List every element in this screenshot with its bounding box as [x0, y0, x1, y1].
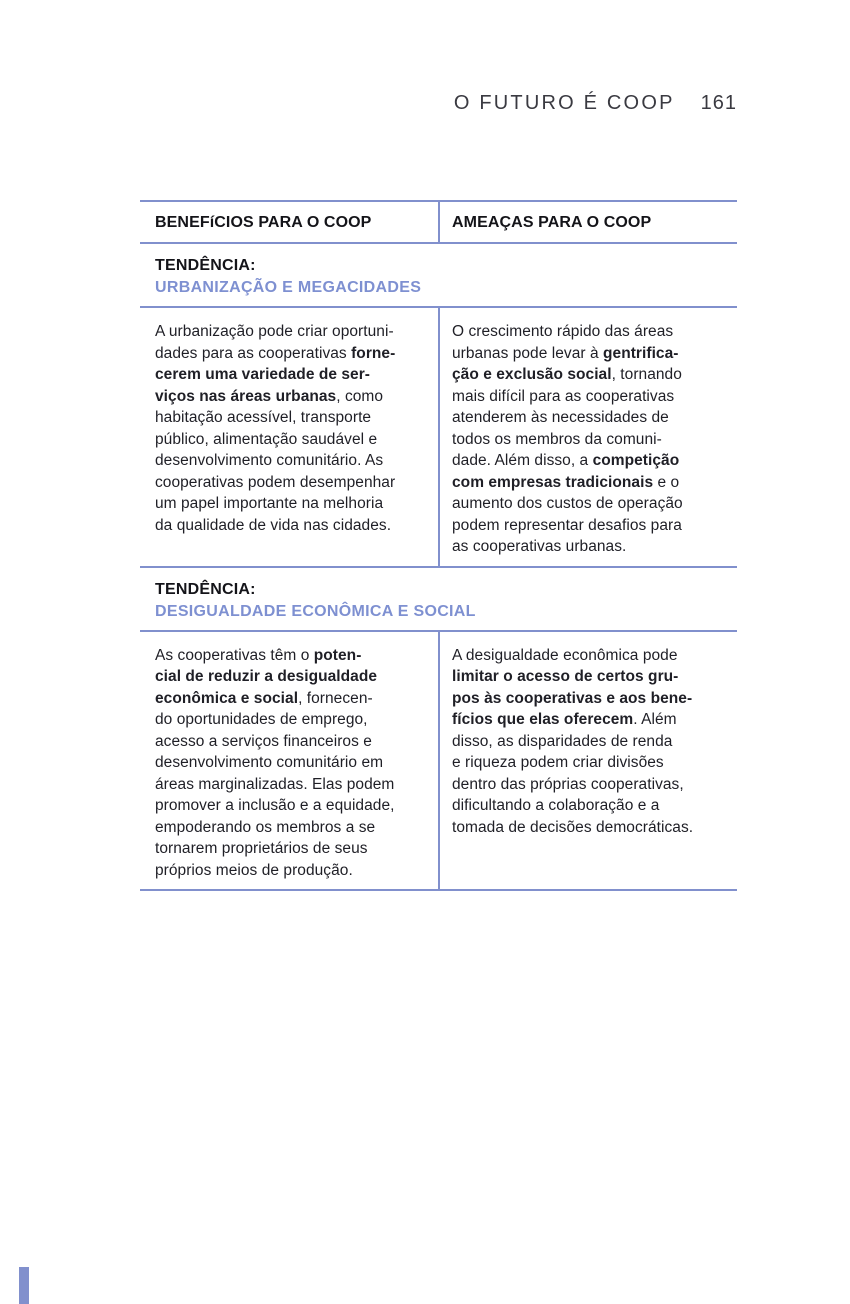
trend-label: TENDÊNCIA:: [155, 257, 256, 274]
page-number: 161: [700, 92, 737, 114]
cell-benefits-inequality: [140, 632, 440, 890]
trend-band-inequality: [140, 568, 737, 630]
header-cell-threats: [440, 202, 737, 242]
threats-text-urbanization: O crescimento rápido das áreas urbanas pode levar à gentrifica- ção e exclusão social, tornando mais difícil para as cooperativas atenderem às necessidades de todos os membros da comuni- dade. Além disso, a competição com empresas tradicionais e o aumento dos custos de operação podem representar desafios para as cooperativas urbanas.: [452, 323, 683, 555]
header-cell-benefits: [140, 202, 440, 242]
running-header: [454, 92, 737, 115]
threats-text-inequality: A desigualdade econômica pode limitar o acesso de certos gru- pos às cooperativas e aos bene- fícios que elas oferecem. Além disso, as disparidades de renda e riqueza podem criar divisões dentro das próprias cooperativas, dificultando a colaboração e a tomada de decisões democráticas.: [452, 646, 694, 836]
trend-label: TENDÊNCIA:: [155, 580, 256, 598]
trend-band-urbanization: [140, 244, 737, 306]
column-header-benefits: BENEFíCIOS PARA O COOP: [155, 214, 372, 231]
table-header-row: [140, 202, 737, 242]
table-row-urbanization: [140, 308, 737, 566]
cell-threats-urbanization: [440, 308, 737, 566]
table-row-inequality: [140, 632, 737, 890]
benefits-text-urbanization: A urbanização pode criar oportuni- dades para as cooperativas forne- cerem uma variedade de ser- viços nas áreas urbanas, como habitação acessível, transporte público, alimentação saudável e desenvolvimento comunitário. As cooperativas podem desempenhar um papel importante na melhoria da qualidade de vida nas cidades.: [155, 323, 396, 534]
cell-threats-inequality: [440, 632, 737, 890]
benefits-text-inequality: As cooperativas têm o poten- cial de reduzir a desigualdade econômica e social, fornecen- do oportunidades de emprego, acesso a serviços financeiros e desenvolvimento comunitário em áreas marginalizadas. Elas podem promover a inclusão e a equidade, empoderando os membros a se tornarem proprietários de seus próprios meios de produção.: [155, 646, 395, 879]
trend-title-inequality: DESIGUALDADE ECONÔMICA E SOCIAL: [155, 602, 476, 620]
trend-title-urbanization: URBANIZAÇÃO E MEGACIDADES: [155, 279, 422, 296]
table-rule-bottom: [140, 889, 737, 891]
cell-benefits-urbanization: [140, 308, 440, 566]
comparison-table: [140, 200, 737, 891]
page-edge-tab: [19, 1267, 29, 1304]
column-header-threats: AMEAÇAS PARA O COOP: [452, 214, 652, 231]
running-header-title: O FUTURO É COOP: [453, 92, 675, 114]
